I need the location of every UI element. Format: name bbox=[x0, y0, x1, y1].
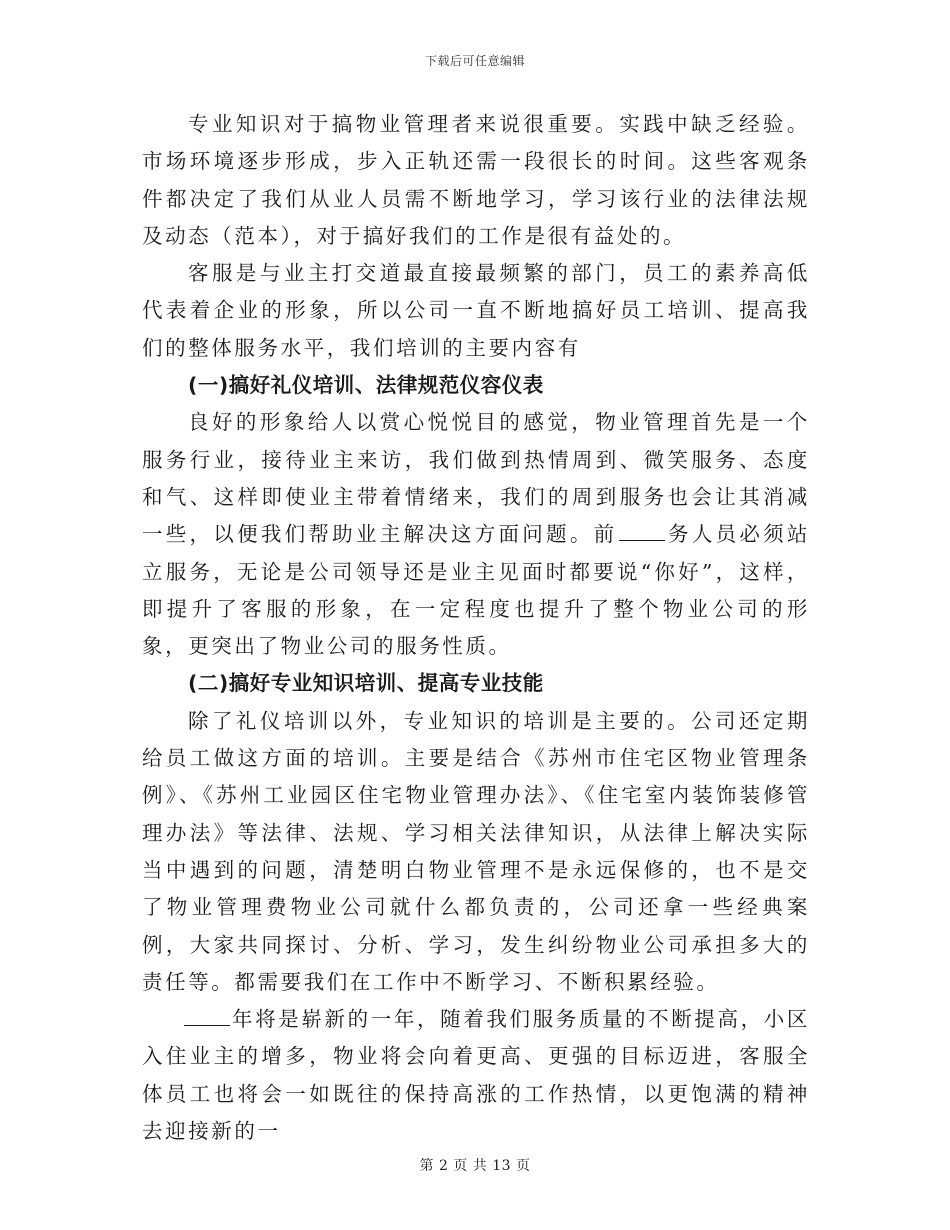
paragraph-new-year-text: 年将是崭新的一年，随着我们服务质量的不断提高，小区入住业主的增多，物业将会向着更高、更强的目标迈进，客服全体员工也将会一如既往的保持高涨的工作热情，以更饱满的精神去迎接新的一 bbox=[142, 1007, 810, 1144]
paragraph-etiquette bbox=[142, 404, 810, 665]
paragraph-professional-knowledge: 专业知识对于搞物业管理者来说很重要。实践中缺乏经验。市场环境逐步形成，步入正轨还需一段很长的时间。这些客观条件都决定了我们从业人员需不断地学习，学习该行业的法律法规及动态（范本），对于搞好我们的工作是很有益处的。 bbox=[142, 112, 810, 248]
paragraph-etiquette-part-2: 务人员必须站立服务，无论是公司领导还是业主见面时都要说“你好”，这样，即提升了客服的形象，在一定程度也提升了整个物业公司的形象，更突出了物业公司的服务性质。 bbox=[142, 522, 811, 659]
document-body bbox=[142, 106, 810, 1150]
fill-in-blank bbox=[619, 520, 665, 541]
paragraph-new-year bbox=[142, 1001, 810, 1150]
page-footer: 第 2 页 共 13 页 bbox=[419, 1158, 531, 1174]
section-heading-skills: (二)搞好专业知识培训、提高专业技能 bbox=[188, 671, 544, 696]
section-heading-etiquette: (一)搞好礼仪培训、法律规范仪容仪表 bbox=[188, 373, 544, 398]
fill-in-blank bbox=[184, 1005, 230, 1026]
page-header: 下载后可任意编辑 bbox=[424, 54, 525, 68]
paragraph-etiquette-part-1: 良好的形象给人以赏心悦悦目的感觉，物业管理首先是一个服务行业，接待业主来访，我们做到热情周到、微笑服务、态度和气、这样即使业主带着情绪来，我们的周到服务也会让其消减一些，以便我们帮助业主解决这方面问题。前 bbox=[142, 410, 810, 547]
paragraph-customer-service: 客服是与业主打交道最直接最频繁的部门，员工的素养高低代表着企业的形象，所以公司一直不断地搞好员工培训、提高我们的整体服务水平，我们培训的主要内容有 bbox=[142, 261, 810, 360]
paragraph-skills: 除了礼仪培训以外，专业知识的培训是主要的。公司还定期给员工做这方面的培训。主要是结合《苏州市住宅区物业管理条例》、《苏州工业园区住宅物业管理办法》、《住宅室内装饰装修管理办法》等法律、法规、学习相关法律知识，从法律上解决实际当中遇到的问题，清楚明白物业管理不是永远保修的，也不是交了物业管理费物业公司就什么都负责的，公司还拿一些经典案例，大家共同探讨、分析、学习，发生纠纷物业公司承担多大的责任等。都需要我们在工作中不断学习、不断积累经验。 bbox=[142, 708, 810, 994]
